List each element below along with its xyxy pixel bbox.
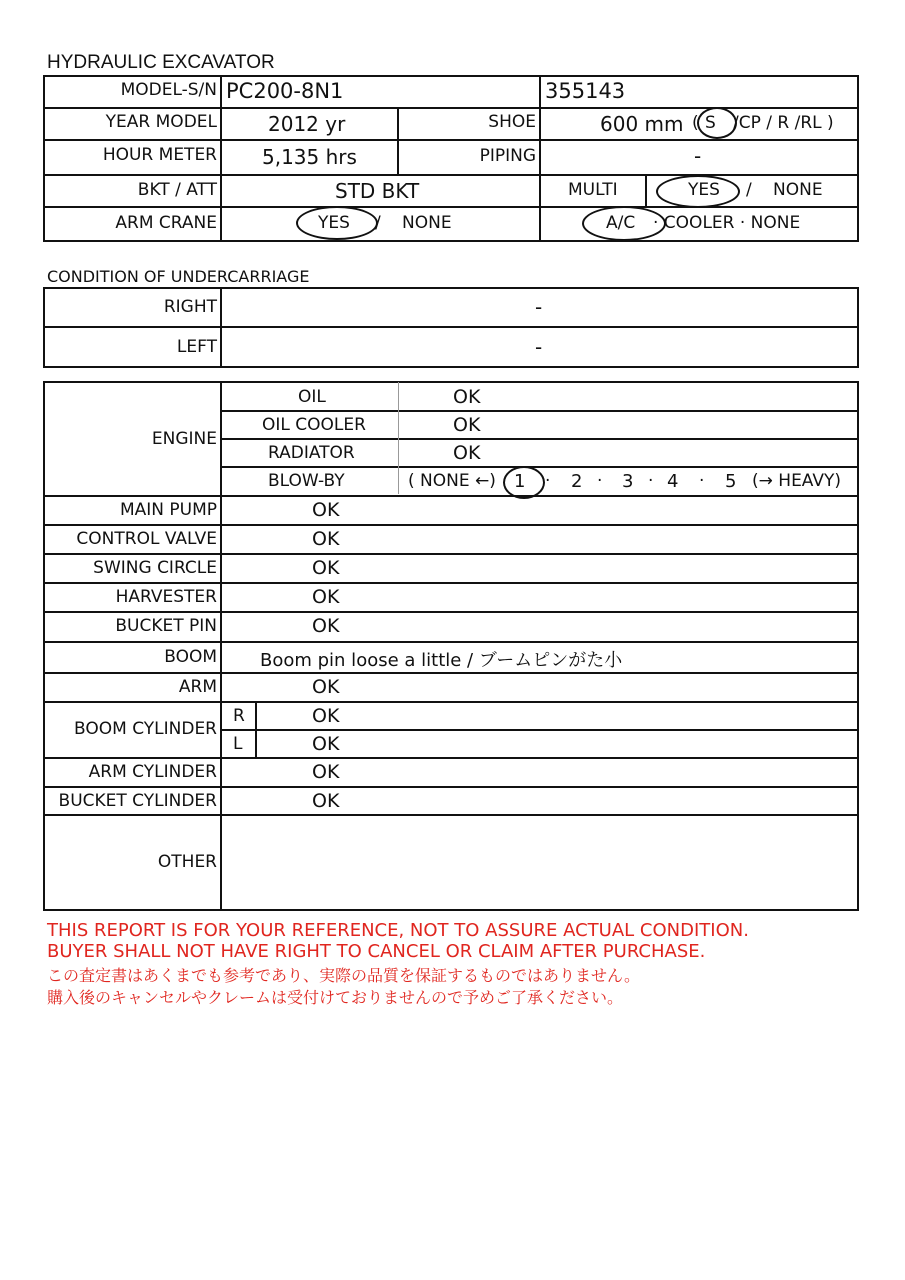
piping-label: PIPING	[479, 146, 536, 166]
control-valve-label: CONTROL VALVE	[76, 529, 217, 549]
shoe-selected-circle	[697, 107, 737, 139]
ac-other-options: · COOLER · NONE	[653, 213, 801, 233]
arm-crane-yes: YES	[318, 213, 350, 233]
engine-radiator-label: RADIATOR	[268, 443, 355, 463]
blowby-dot-2: ·	[597, 471, 603, 491]
boom-value: Boom pin loose a little / ブームピンがた小	[260, 650, 623, 671]
arm-crane-label: ARM CRANE	[115, 213, 217, 233]
multi-separator: /	[746, 180, 752, 200]
engine-label: ENGINE	[151, 429, 217, 449]
blowby-dot-4: ·	[699, 471, 705, 491]
bucket-pin-label: BUCKET PIN	[115, 616, 217, 636]
shoe-label: SHOE	[488, 112, 536, 132]
boom-cylinder-l-value: OK	[312, 733, 340, 755]
shoe-other-options: /CP / R /RL )	[733, 113, 834, 133]
blowby-4: 4	[667, 471, 679, 492]
model-label: MODEL-S/N	[120, 80, 217, 100]
boom-label: BOOM	[164, 647, 217, 667]
multi-none: NONE	[773, 180, 823, 200]
blowby-3: 3	[622, 471, 634, 492]
engine-oil-cooler-value: OK	[453, 414, 481, 436]
arm-label: ARM	[178, 677, 217, 697]
model-value: PC200-8N1	[226, 79, 344, 103]
bucket-cylinder-label: BUCKET CYLINDER	[58, 791, 217, 811]
arm-crane-yes-circle	[296, 206, 378, 240]
bkt-att-label: BKT / ATT	[137, 180, 217, 200]
engine-oil-value: OK	[453, 386, 481, 408]
swing-circle-label: SWING CIRCLE	[93, 558, 217, 578]
bkt-att-value: STD BKT	[335, 179, 420, 203]
undercarriage-right-value: -	[535, 295, 543, 319]
undercarriage-right-label: RIGHT	[163, 297, 217, 317]
blowby-scale-end: (→ HEAVY)	[752, 471, 841, 491]
blowby-2: 2	[571, 471, 583, 492]
hour-meter-value: 5,135 hrs	[262, 145, 357, 169]
swing-circle-value: OK	[312, 557, 340, 579]
boom-cylinder-l-label: L	[233, 734, 243, 754]
boom-cylinder-r-value: OK	[312, 705, 340, 727]
bucket-cylinder-value: OK	[312, 790, 340, 812]
boom-cylinder-r-label: R	[233, 706, 245, 726]
other-label: OTHER	[157, 852, 217, 872]
ac-selected: A/C	[606, 213, 636, 233]
undercarriage-left-label: LEFT	[176, 337, 217, 357]
piping-value: -	[694, 144, 702, 168]
blowby-dot-1: ·	[545, 471, 551, 491]
multi-yes: YES	[688, 180, 720, 200]
harvester-label: HARVESTER	[115, 587, 217, 607]
year-value: 2012 yr	[268, 112, 346, 136]
blowby-selected-circle	[503, 466, 545, 499]
document-title: HYDRAULIC EXCAVATOR	[47, 52, 275, 73]
engine-oil-cooler-label: OIL COOLER	[262, 415, 366, 435]
disclaimer-line-1: THIS REPORT IS FOR YOUR REFERENCE, NOT TO ASSURE ACTUAL CONDITION.	[47, 920, 749, 941]
blowby-scale-start: ( NONE ←)	[408, 471, 496, 491]
serial-number: 355143	[545, 79, 626, 103]
arm-crane-none: NONE	[402, 213, 452, 233]
blowby-dot-3: ·	[648, 471, 654, 491]
engine-oil-label: OIL	[298, 387, 326, 407]
control-valve-value: OK	[312, 528, 340, 550]
engine-radiator-value: OK	[453, 442, 481, 464]
undercarriage-left-value: -	[535, 335, 543, 359]
harvester-value: OK	[312, 586, 340, 608]
disclaimer-line-3: この査定書はあくまでも参考であり、実際の品質を保証するものではありません。	[47, 966, 640, 985]
hour-meter-label: HOUR METER	[102, 145, 217, 165]
arm-cylinder-value: OK	[312, 761, 340, 783]
shoe-open-paren: (	[692, 113, 699, 133]
multi-yes-circle	[656, 175, 740, 208]
arm-value: OK	[312, 676, 340, 698]
main-pump-label: MAIN PUMP	[119, 500, 217, 520]
engine-blowby-label: BLOW-BY	[268, 471, 345, 491]
undercarriage-title: CONDITION OF UNDERCARRIAGE	[47, 267, 310, 286]
bucket-pin-value: OK	[312, 615, 340, 637]
arm-cylinder-label: ARM CYLINDER	[88, 762, 217, 782]
multi-label: MULTI	[568, 180, 618, 200]
year-label: YEAR MODEL	[105, 112, 217, 132]
shoe-selected: S	[705, 113, 716, 133]
boom-cylinder-label: BOOM CYLINDER	[74, 719, 217, 739]
main-pump-value: OK	[312, 499, 340, 521]
arm-crane-separator: /	[375, 213, 381, 233]
disclaimer-line-4: 購入後のキャンセルやクレームは受付けておりませんので予めご了承ください。	[47, 988, 624, 1007]
disclaimer-line-2: BUYER SHALL NOT HAVE RIGHT TO CANCEL OR CLAIM AFTER PURCHASE.	[47, 941, 706, 962]
blowby-5: 5	[725, 471, 737, 492]
shoe-size: 600 mm	[600, 112, 684, 136]
blowby-selected: 1	[514, 471, 526, 492]
